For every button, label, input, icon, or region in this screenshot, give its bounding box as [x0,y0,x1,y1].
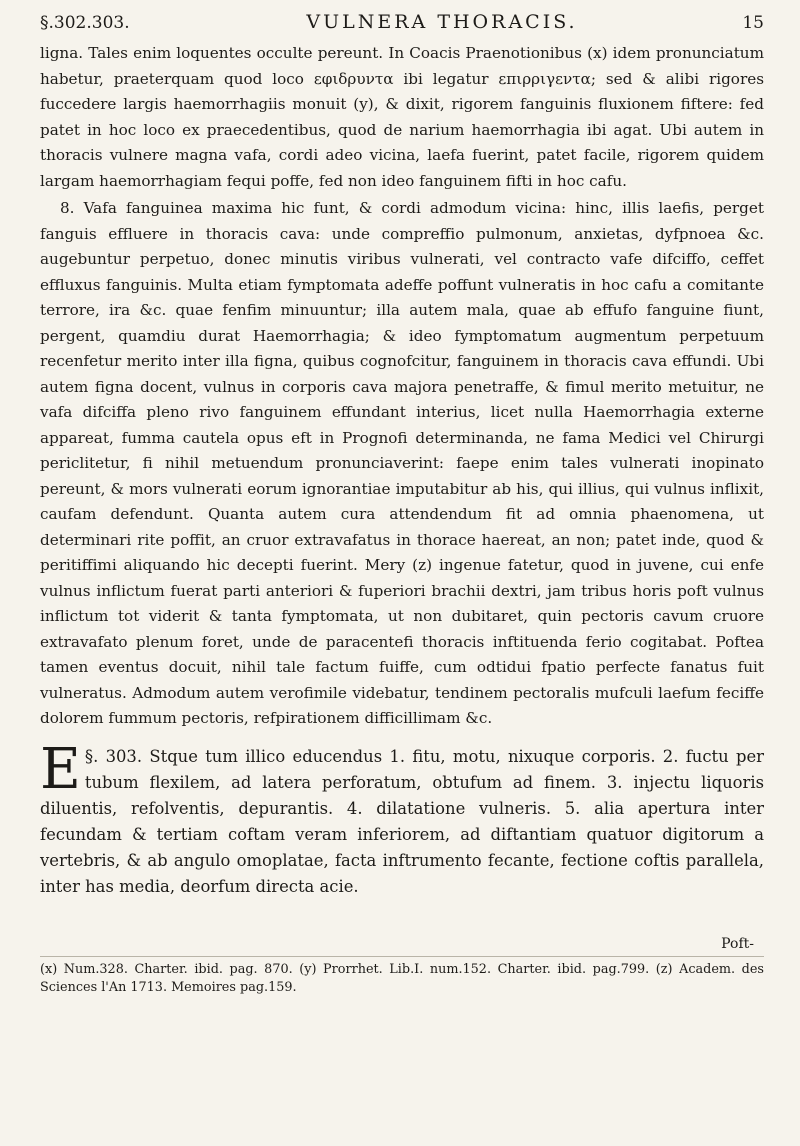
section-303-text: Stque tum illico educendus 1. fitu, motu, nixuque corporis. 2. fuctu per tubum flexilem, ad latera perforatum, obtufum ad finem. 3. injectu liquoris diluentis, refolventis, depurantis. 4. dilatatione vulneris. 5. alia apertura inter fecundam & tertiam coftam veram inferiorem, ad diftantiam quatuor digitorum a vertebris, & ab angulo omoplatae, facta inftrumento fecante, fectione coftis parallela, inter has media, deorfum directa acie. [40,746,764,896]
drop-cap: E [40,736,81,802]
header-sections: §.302.303. [40,13,130,33]
section-number: §. 303. [84,746,143,766]
page-number: 15 [742,13,764,33]
section-303 [40,736,764,900]
paragraph-point-8: 8. Vafa fanguinea maxima hic funt, & cordi admodum vicina: hinc, illis laefis, perget fanguis effluere in thoracis cava: unde compreffio pulmonum, anxietas, dyfpnoea &c. augebuntur perpetuo, donec minutis viribus vulnerati, vel contracto vafe difciffo, ceffet effluxus fanguinis. Multa etiam fymptomata adeffe poffunt vulneratis in hoc cafu a comitante terrore, ira &c. quae fenfim minuuntur; illa autem mala, quae ab effufo fanguine fiunt, pergent, quamdiu durat Haemorrhagia; & ideo fymptomatum augmentum perpetuum recenfetur merito inter illa figna, quibus cognofcitur, fanguinem in thoracis cava effundi. Ubi autem figna docent, vulnus in corporis cava majora penetraffe, & fimul merito metuitur, ne vafa difciffa pleno rivo fanguinem effundant interius, licet nulla Haemorrhagia externe appareat, fumma cautela opus eft in Prognofi determinanda, ne fama Medici vel Chirurgi periclitetur, fi nihil metuendum pronunciaverint: faepe enim tales vulnerati inopinato pereunt, & mors vulnerati eorum ignorantiae imputabitur ab his, qui illius, qui vulnus inflixit, caufam defendunt. Quanta autem cura attendendum fit ad omnia phaenomena, ut determinari rite poffit, an cruor extravafatus in thorace haereat, an non; patet inde, quod & peritiffimi aliquando hic decepti fuerint. Mery (z) ingenue fatetur, quod in juvene, cui enfe vulnus inflictum fuerat parti anteriori & fuperiori brachii dextri, jam tribus horis poft vulnus inflictum tot viderit & tanta fymptomata, ut non dubitaret, quin pectoris cavum cruore extravafato plenum foret, unde de paracentefi thoracis inftituenda ferio cogitabat. Poftea tamen eventus docuit, nihil tale factum fuiffe, cum odtidui fpatio perfecte fanatus fuit vulneratus. Admodum autem verofimile videbatur, tendinem pectoralis mufculi laefum feciffe dolorem fummum pectoris, refpirationem difficillimam &c. [40,199,764,727]
catchword: Poft- [721,935,754,952]
footnotes: (x) Num.328. Charter. ibid. pag. 870. (y) Prorrhet. Lib.I. num.152. Charter. ibid. pag.799. (z) Academ. des Sciences l'An 1713. Memoires pag.159. [40,956,764,997]
commentary-text [40,41,764,732]
running-header [40,10,764,35]
paragraph-continuation: ligna. Tales enim loquentes occulte pereunt. In Coacis Praenotionibus (x) idem pronunciatum habetur, praeterquam quod loco εφιδρυντα ibi legatur επιρριγεντα; sed & alibi rigores fuccedere largis haemorrhagiis monuit (y), & dixit, rigorem fanguinis fluxionem fiftere: fed patet in hoc loco ex praecedentibus, quod de narium haemorrhagia ibi agat. Ubi autem in thoracis vulnere magna vafa, cordi adeo vicina, laefa fuerint, patet facile, rigorem quidem largam haemorrhagiam fequi poffe, fed non ideo fanguinem fifti in hoc cafu. [40,44,764,190]
header-title: VULNERA THORACIS. [306,11,578,33]
